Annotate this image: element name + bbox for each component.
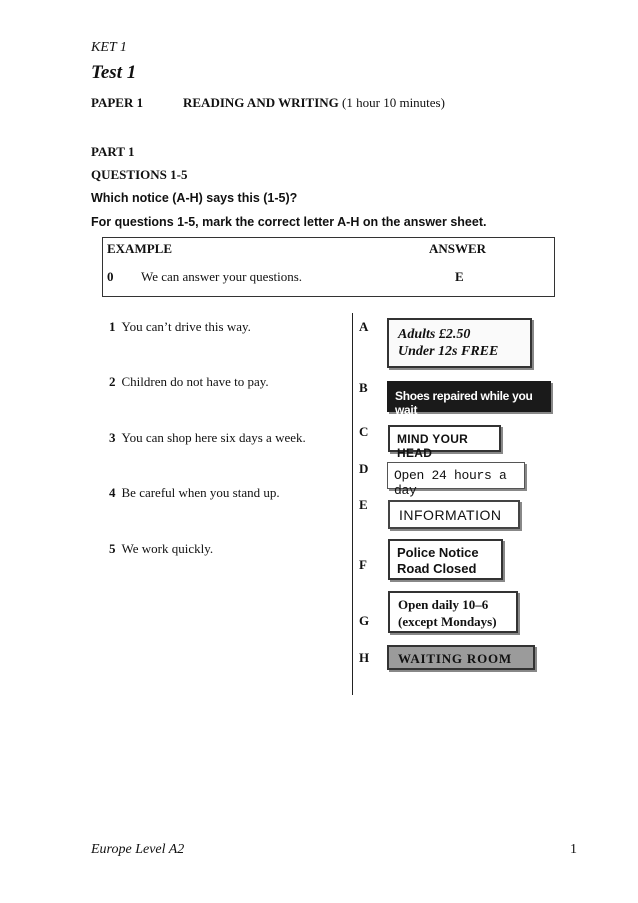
notice-line: Road Closed: [397, 561, 477, 576]
test-title: Test 1: [91, 62, 137, 83]
instruction-which: Which notice (A-H) says this (1-5)?: [91, 191, 298, 205]
notice-line: Under 12s FREE: [398, 344, 499, 359]
question-number: 2: [109, 374, 116, 389]
notice-line: INFORMATION: [399, 507, 502, 523]
questions-heading: QUESTIONS 1-5: [91, 167, 188, 182]
question-text: Be careful when you stand up.: [121, 485, 280, 500]
notice-line: (except Mondays): [398, 614, 497, 629]
notice-sign-a: [387, 318, 532, 368]
question-number: 3: [109, 430, 116, 445]
notice-sign-f: [388, 539, 503, 580]
notice-line: Adults £2.50: [398, 327, 471, 342]
notice-sign-c: [388, 425, 501, 460]
notice-line: Open 24 hours a day: [394, 468, 507, 498]
notice-letter: B: [359, 380, 368, 395]
notice-letter: C: [359, 424, 369, 439]
paper-name: READING AND WRITING: [183, 95, 339, 110]
paper-title: [183, 95, 445, 111]
notice-sign-h: [387, 645, 535, 670]
notice-letter: F: [359, 557, 367, 572]
example-label: EXAMPLE: [107, 241, 172, 256]
question-number: 5: [109, 541, 116, 556]
notice-letter: D: [359, 461, 369, 476]
example-text: We can answer your questions.: [141, 269, 303, 284]
page-number: 1: [570, 842, 577, 857]
notice-sign-d: [387, 462, 525, 498]
question-text: You can’t drive this way.: [121, 319, 251, 334]
question-item: [109, 430, 306, 446]
question-item: [109, 541, 213, 557]
exam-code: KET 1: [91, 40, 127, 55]
question-text: Children do not have to pay.: [121, 374, 269, 389]
question-number: 4: [109, 485, 116, 500]
notice-line: Police Notice: [397, 545, 479, 560]
notice-letter: G: [359, 613, 370, 628]
example-answer: E: [455, 269, 464, 284]
notice-sign-e: [388, 500, 520, 529]
notice-line: Open daily 10–6: [398, 597, 489, 612]
notice-letter: A: [359, 319, 369, 334]
column-divider: [352, 313, 353, 695]
question-item: [109, 485, 280, 501]
question-number: 1: [109, 319, 116, 334]
part-heading: PART 1: [91, 144, 135, 159]
paper-label: PAPER 1: [91, 95, 144, 110]
footer-level: Europe Level A2: [91, 842, 185, 857]
answer-label: ANSWER: [429, 241, 487, 256]
notice-line: WAITING ROOM: [398, 651, 512, 666]
instruction-mark: For questions 1-5, mark the correct letter A-H on the answer sheet.: [91, 215, 487, 229]
question-item: [109, 319, 251, 335]
notice-line: Shoes repaired while you wait: [395, 389, 533, 417]
question-item: [109, 374, 269, 390]
notice-sign-b: [387, 381, 551, 417]
question-text: You can shop here six days a week.: [121, 430, 306, 445]
example-number: 0: [107, 269, 114, 284]
paper-duration: (1 hour 10 minutes): [342, 95, 445, 110]
notice-line: MIND YOUR HEAD: [397, 432, 469, 460]
notice-letter: E: [359, 497, 368, 512]
notice-sign-g: [388, 591, 518, 633]
question-text: We work quickly.: [121, 541, 214, 556]
notice-letter: H: [359, 650, 370, 665]
